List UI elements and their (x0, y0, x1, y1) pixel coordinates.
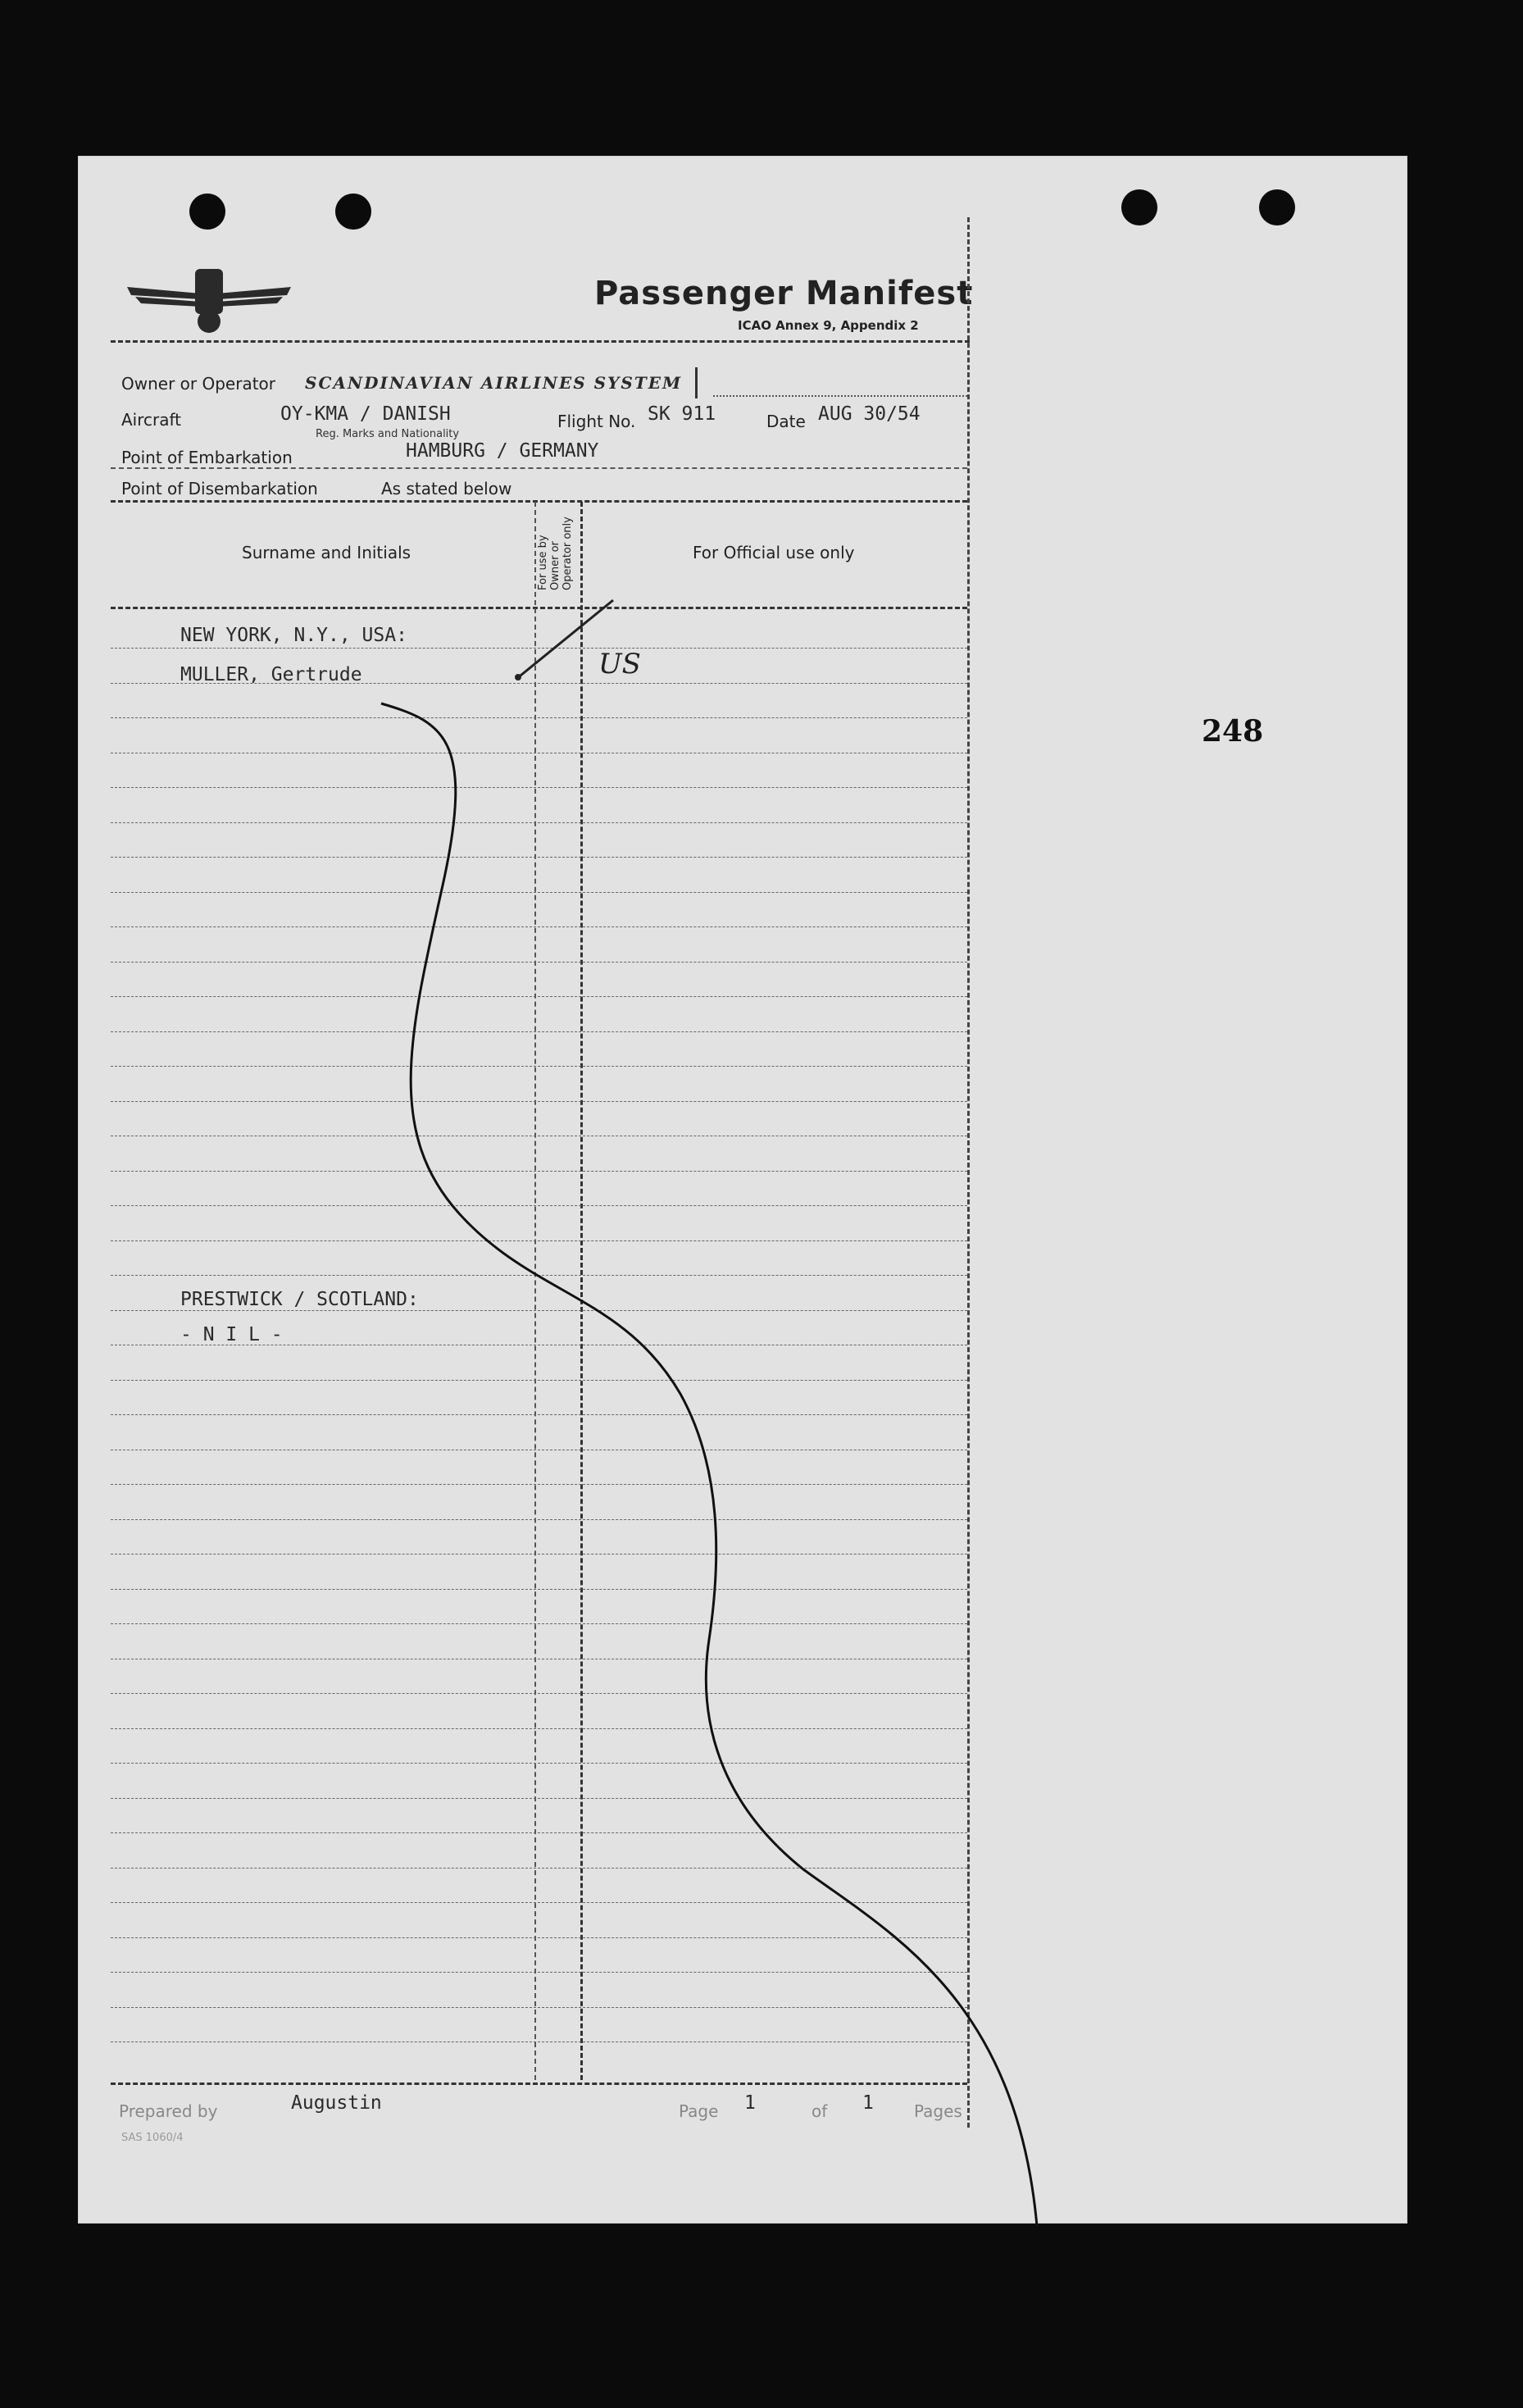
manifest-title: Passenger Manifest (594, 275, 974, 312)
page-total: 1 (862, 2092, 874, 2114)
column-owner-use-header: For use by Owner or Operator only (537, 517, 574, 590)
embarkation-label: Point of Embarkation (121, 448, 293, 467)
disembarkation-label: Point of Disembarkation (121, 479, 318, 498)
page-label: Page (679, 2101, 719, 2121)
prepared-label: Prepared by (119, 2101, 218, 2121)
page-number: 1 (744, 2092, 756, 2114)
date-value: AUG 30/54 (818, 403, 921, 425)
column-official-header: For Official use only (693, 543, 855, 562)
date-label: Date (766, 412, 806, 431)
disembarkation-value: As stated below (381, 479, 512, 498)
pages-label: Pages (914, 2101, 962, 2121)
aircraft-value: OY-KMA / DANISH (280, 403, 451, 425)
reg-note: Reg. Marks and Nationality (316, 428, 460, 440)
form-code: SAS 1060/4 (121, 2132, 184, 2144)
column-surname-header: Surname and Initials (242, 543, 411, 562)
flight-value: SK 911 (648, 403, 716, 425)
owner-label: Owner or Operator (121, 374, 275, 394)
prepared-value: Augustin (291, 2092, 382, 2114)
manifest-subtitle: ICAO Annex 9, Appendix 2 (738, 318, 919, 333)
footer-divider (111, 2083, 967, 2085)
embarkation-value: HAMBURG / GERMANY (406, 440, 599, 462)
destination-entry: PRESTWICK / SCOTLAND: (180, 1289, 419, 1310)
of-label: of (812, 2101, 828, 2121)
owner-value: SCANDINAVIAN AIRLINES SYSTEM (305, 373, 683, 393)
flight-label: Flight No. (557, 412, 636, 431)
passenger-entry: MULLER, Gertrude (180, 664, 362, 685)
aircraft-label: Aircraft (121, 410, 182, 430)
stamp-number: 248 (1202, 714, 1264, 749)
destination-entry: NEW YORK, N.Y., USA: (180, 625, 407, 646)
official-note: US (598, 648, 641, 681)
passenger-entry: - N I L - (180, 1324, 283, 1345)
